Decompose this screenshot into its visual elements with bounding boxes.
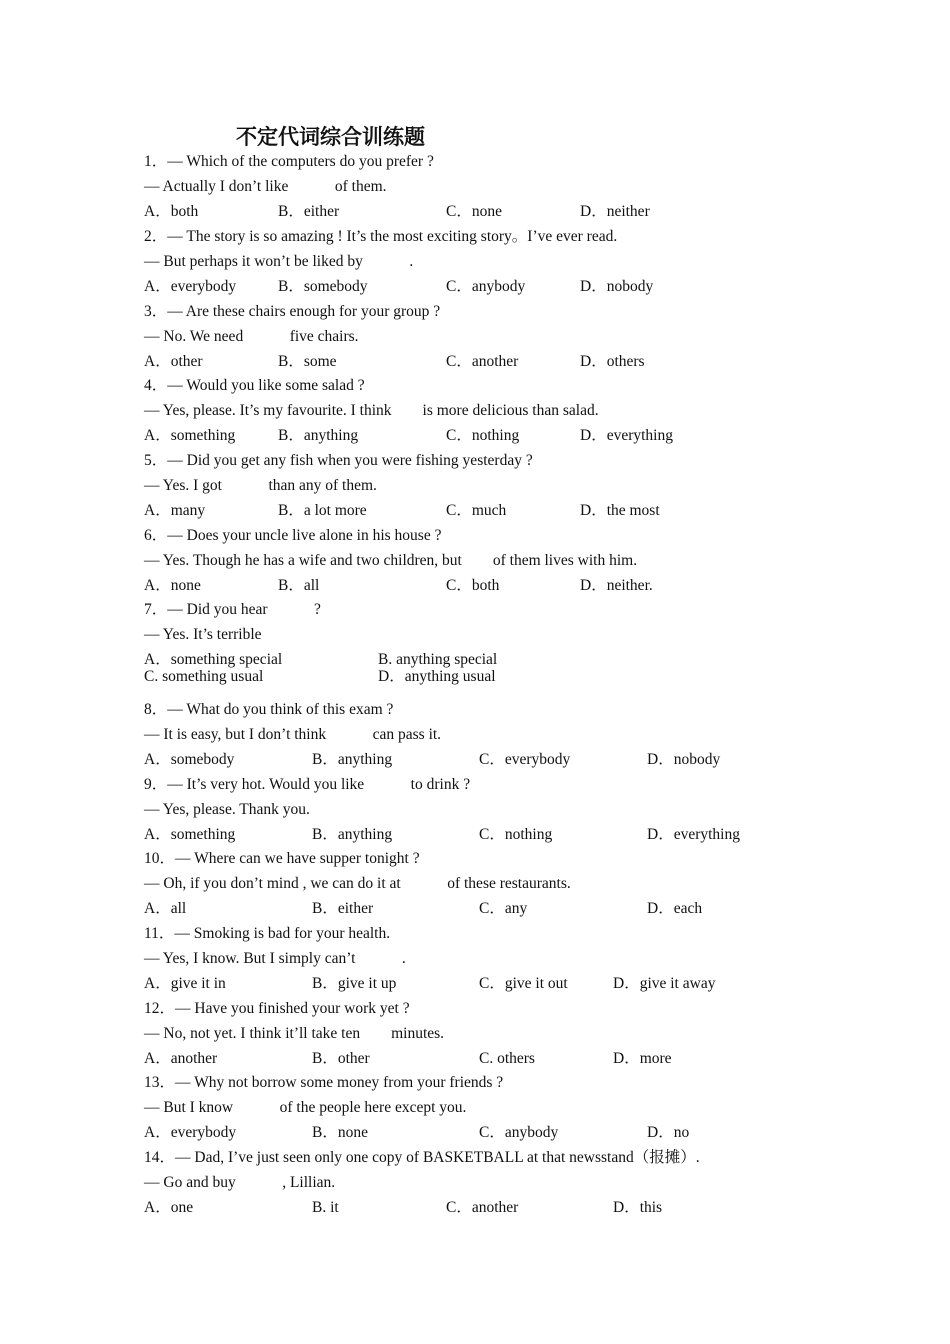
option-c: C．anybody xyxy=(446,278,526,295)
answer-prompt: — Yes, please. It’s my favourite. I think is more delicious than salad. xyxy=(144,402,599,419)
option-c: C．nothing xyxy=(446,427,520,444)
option-b: B．anything xyxy=(312,826,393,843)
option-d: D．neither xyxy=(580,203,650,220)
option-a: A．something xyxy=(144,826,236,843)
option-a: A．other xyxy=(144,353,203,370)
answer-prompt: — Actually I don’t like of them. xyxy=(144,178,387,195)
answer-prompt: — Yes, I know. But I simply can’t . xyxy=(144,950,406,967)
question-text: 13．— Why not borrow some money from your friends ? xyxy=(144,1074,504,1091)
option-a: A．none xyxy=(144,577,201,594)
option-a: A．everybody xyxy=(144,1124,237,1141)
option-a: A．somebody xyxy=(144,751,235,768)
answer-prompt: — Oh, if you don’t mind , we can do it at of these restaurants. xyxy=(144,875,571,892)
question-text: 11．— Smoking is bad for your health. xyxy=(144,925,391,942)
option-c: C. something usual xyxy=(144,668,264,685)
option-a: A．something xyxy=(144,427,236,444)
option-d: D．nobody xyxy=(647,751,721,768)
question-text: 4．— Would you like some salad ? xyxy=(144,377,365,394)
option-a: A．another xyxy=(144,1050,218,1067)
option-c: C. others xyxy=(479,1050,535,1067)
question-text: 7．— Did you hear ? xyxy=(144,601,321,618)
option-a: A．one xyxy=(144,1199,194,1216)
answer-prompt: — Yes. Though he has a wife and two children, but of them lives with him. xyxy=(144,552,638,569)
option-c: C．none xyxy=(446,203,502,220)
answer-prompt: — Go and buy , Lillian. xyxy=(144,1174,336,1191)
option-a: A．give it in xyxy=(144,975,226,992)
option-d: D．everything xyxy=(647,826,740,843)
option-c: C．give it out xyxy=(479,975,568,992)
option-a: A．both xyxy=(144,203,199,220)
option-c: C．much xyxy=(446,502,507,519)
option-c: C．anybody xyxy=(479,1124,559,1141)
question-text: 2．— The story is so amazing ! It’s the most exciting story。I’ve ever read. xyxy=(144,228,618,245)
option-d: D．the most xyxy=(580,502,660,519)
answer-prompt: — No. We need five chairs. xyxy=(144,328,359,345)
option-d: D．anything usual xyxy=(378,668,496,685)
option-b: B．a lot more xyxy=(278,502,367,519)
question-text: 10．— Where can we have supper tonight ? xyxy=(144,850,420,867)
question-text: 8．— What do you think of this exam ? xyxy=(144,701,394,718)
question-text: 6．— Does your uncle live alone in his house ? xyxy=(144,527,442,544)
option-d: D．others xyxy=(580,353,645,370)
option-b: B．give it up xyxy=(312,975,397,992)
option-b: B．either xyxy=(278,203,340,220)
question-text: 14．— Dad, I’ve just seen only one copy of BASKETBALL at that newsstand（报摊）. xyxy=(144,1149,700,1166)
question-text: 9．— It’s very hot. Would you like to drink ? xyxy=(144,776,471,793)
answer-prompt: — No, not yet. I think it’ll take ten minutes. xyxy=(144,1025,445,1042)
option-d: D．each xyxy=(647,900,703,917)
answer-prompt: — Yes. It’s terrible xyxy=(144,626,262,643)
option-d: D．neither. xyxy=(580,577,653,594)
option-b: B．all xyxy=(278,577,320,594)
question-text: 12．— Have you finished your work yet ? xyxy=(144,1000,410,1017)
option-c: C．another xyxy=(446,1199,519,1216)
option-b: B．anything xyxy=(312,751,393,768)
option-a: A．something special xyxy=(144,651,283,668)
option-d: D．give it away xyxy=(613,975,716,992)
option-b: B. anything special xyxy=(378,651,498,668)
option-a: A．all xyxy=(144,900,187,917)
question-text: 5．— Did you get any fish when you were fishing yesterday ? xyxy=(144,452,533,469)
option-c: C．everybody xyxy=(479,751,571,768)
option-b: B．none xyxy=(312,1124,368,1141)
question-text: 1．— Which of the computers do you prefer ? xyxy=(144,153,434,170)
answer-prompt: — But I know of the people here except you. xyxy=(144,1099,467,1116)
option-b: B．anything xyxy=(278,427,359,444)
option-b: B．either xyxy=(312,900,374,917)
option-b: B．other xyxy=(312,1050,370,1067)
option-b: B．some xyxy=(278,353,337,370)
option-c: C．any xyxy=(479,900,528,917)
answer-prompt: — But perhaps it won’t be liked by . xyxy=(144,253,414,270)
option-c: C．another xyxy=(446,353,519,370)
page-title: 不定代词综合训练题 xyxy=(236,125,425,149)
option-c: C．both xyxy=(446,577,500,594)
answer-prompt: — Yes, please. Thank you. xyxy=(144,801,310,818)
option-d: D．this xyxy=(613,1199,663,1216)
option-d: D．no xyxy=(647,1124,690,1141)
option-a: A．many xyxy=(144,502,206,519)
option-c: C．nothing xyxy=(479,826,553,843)
option-a: A．everybody xyxy=(144,278,237,295)
answer-prompt: — It is easy, but I don’t think can pass it. xyxy=(144,726,442,743)
question-text: 3．— Are these chairs enough for your group ? xyxy=(144,303,441,320)
option-d: D．nobody xyxy=(580,278,654,295)
option-b: B．somebody xyxy=(278,278,368,295)
option-b: B. it xyxy=(312,1199,339,1216)
option-d: D．more xyxy=(613,1050,672,1067)
option-d: D．everything xyxy=(580,427,673,444)
answer-prompt: — Yes. I got than any of them. xyxy=(144,477,377,494)
